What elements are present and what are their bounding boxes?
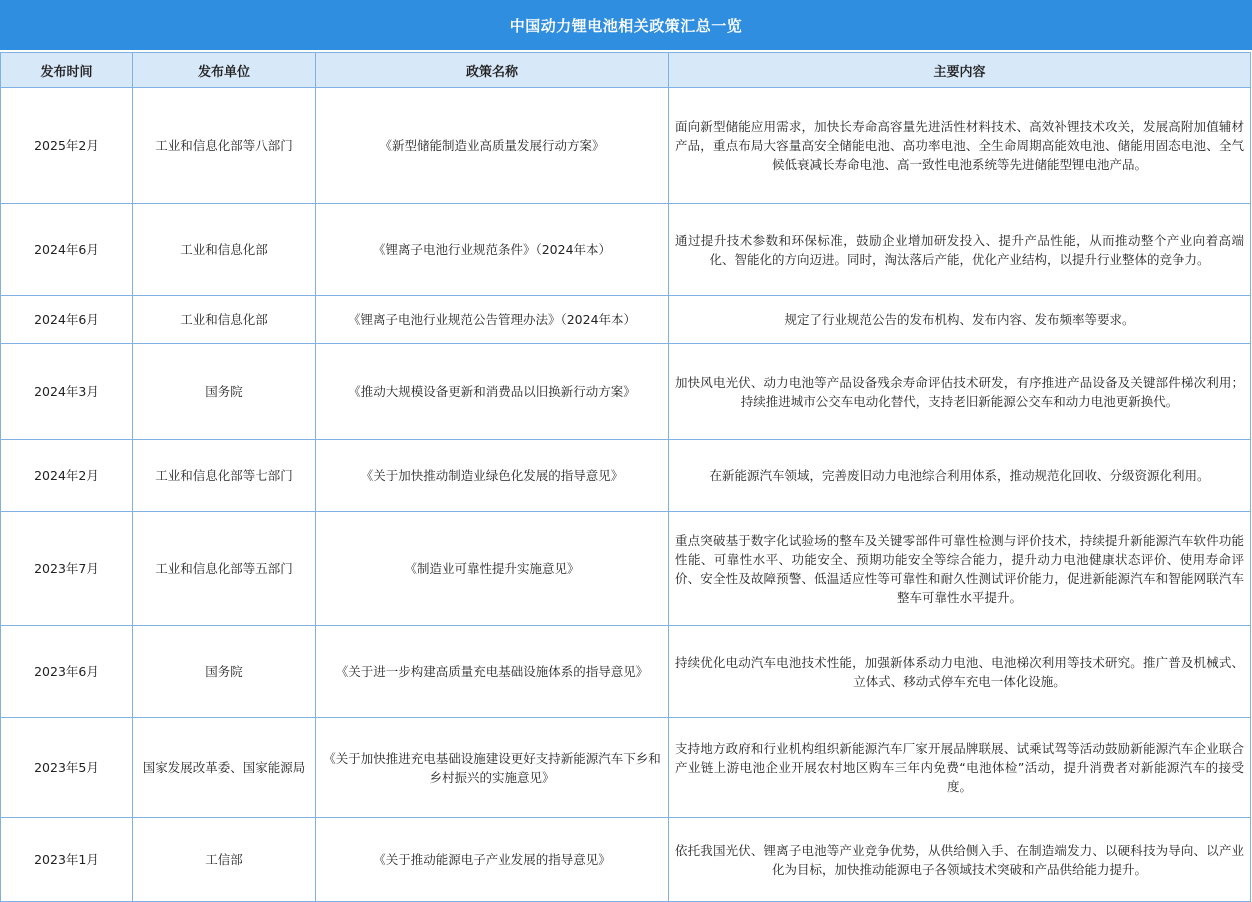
cell-policy: 《关于加快推动制造业绿色化发展的指导意见》 bbox=[316, 440, 669, 512]
header-date: 发布时间 bbox=[1, 53, 133, 88]
table-row bbox=[1, 88, 1251, 204]
cell-org: 工信部 bbox=[133, 818, 316, 902]
cell-date: 2024年2月 bbox=[1, 440, 133, 512]
cell-date: 2024年6月 bbox=[1, 204, 133, 296]
cell-date: 2024年6月 bbox=[1, 296, 133, 344]
cell-content: 重点突破基于数字化试验场的整车及关键零部件可靠性检测与评价技术，持续提升新能源汽车软件功能性能、可靠性水平、功能安全、预期功能安全等综合能力，提升动力电池健康状态评价、使用寿命评价、安全性及故障预警、低温适应性等可靠性和耐久性测试评价能力，促进新能源汽车和智能网联汽车整车可靠性水平提升。 bbox=[669, 512, 1251, 626]
cell-content: 在新能源汽车领域，完善废旧动力电池综合利用体系，推动规范化回收、分级资源化利用。 bbox=[669, 440, 1251, 512]
table-row bbox=[1, 204, 1251, 296]
cell-content: 规定了行业规范公告的发布机构、发布内容、发布频率等要求。 bbox=[669, 296, 1251, 344]
table-title: 中国动力锂电池相关政策汇总一览 bbox=[0, 0, 1252, 50]
cell-content: 支持地方政府和行业机构组织新能源汽车厂家开展品牌联展、试乘试驾等活动鼓励新能源汽车企业联合产业链上游电池企业开展农村地区购车三年内免费“电池体检”活动，提升消费者对新能源汽车的接受度。 bbox=[669, 718, 1251, 818]
table-row bbox=[1, 718, 1251, 818]
cell-date: 2023年6月 bbox=[1, 626, 133, 718]
table-row bbox=[1, 512, 1251, 626]
cell-policy: 《推动大规模设备更新和消费品以旧换新行动方案》 bbox=[316, 344, 669, 440]
cell-org: 工业和信息化部等七部门 bbox=[133, 440, 316, 512]
policy-table bbox=[0, 52, 1251, 902]
cell-policy: 《关于进一步构建高质量充电基础设施体系的指导意见》 bbox=[316, 626, 669, 718]
cell-policy: 《关于加快推进充电基础设施建设更好支持新能源汽车下乡和乡村振兴的实施意见》 bbox=[316, 718, 669, 818]
cell-date: 2023年5月 bbox=[1, 718, 133, 818]
cell-org: 国务院 bbox=[133, 626, 316, 718]
cell-org: 工业和信息化部等五部门 bbox=[133, 512, 316, 626]
cell-policy: 《制造业可靠性提升实施意见》 bbox=[316, 512, 669, 626]
cell-content: 依托我国光伏、锂离子电池等产业竞争优势，从供给侧入手、在制造端发力、以硬科技为导向、以产业化为目标，加快推动能源电子各领域技术突破和产品供给能力提升。 bbox=[669, 818, 1251, 902]
cell-org: 工业和信息化部等八部门 bbox=[133, 88, 316, 204]
table-row bbox=[1, 440, 1251, 512]
table-row bbox=[1, 344, 1251, 440]
cell-org: 国务院 bbox=[133, 344, 316, 440]
cell-content: 通过提升技术参数和环保标准，鼓励企业增加研发投入、提升产品性能，从而推动整个产业向着高端化、智能化的方向迈进。同时，淘汰落后产能，优化产业结构，以提升行业整体的竞争力。 bbox=[669, 204, 1251, 296]
header-org: 发布单位 bbox=[133, 53, 316, 88]
table-row bbox=[1, 818, 1251, 902]
cell-policy: 《锂离子电池行业规范公告管理办法》（2024年本） bbox=[316, 296, 669, 344]
table-row bbox=[1, 626, 1251, 718]
cell-policy: 《锂离子电池行业规范条件》（2024年本） bbox=[316, 204, 669, 296]
cell-date: 2024年3月 bbox=[1, 344, 133, 440]
cell-date: 2023年7月 bbox=[1, 512, 133, 626]
header-row bbox=[1, 53, 1251, 88]
header-content: 主要内容 bbox=[669, 53, 1251, 88]
cell-org: 国家发展改革委、国家能源局 bbox=[133, 718, 316, 818]
cell-content: 加快风电光伏、动力电池等产品设备残余寿命评估技术研发，有序推进产品设备及关键部件梯次利用；持续推进城市公交车电动化替代，支持老旧新能源公交车和动力电池更新换代。 bbox=[669, 344, 1251, 440]
cell-policy: 《关于推动能源电子产业发展的指导意见》 bbox=[316, 818, 669, 902]
cell-date: 2023年1月 bbox=[1, 818, 133, 902]
cell-date: 2025年2月 bbox=[1, 88, 133, 204]
cell-content: 面向新型储能应用需求，加快长寿命高容量先进活性材料技术、高效补锂技术攻关，发展高附加值辅材产品，重点布局大容量高安全储能电池、高功率电池、全生命周期高能效电池、储能用固态电池、全气候低衰减长寿命电池、高一致性电池系统等先进储能型锂电池产品。 bbox=[669, 88, 1251, 204]
cell-policy: 《新型储能制造业高质量发展行动方案》 bbox=[316, 88, 669, 204]
table-row bbox=[1, 296, 1251, 344]
cell-org: 工业和信息化部 bbox=[133, 204, 316, 296]
cell-content: 持续优化电动汽车电池技术性能，加强新体系动力电池、电池梯次利用等技术研究。推广普及机械式、立体式、移动式停车充电一体化设施。 bbox=[669, 626, 1251, 718]
header-policy: 政策名称 bbox=[316, 53, 669, 88]
cell-org: 工业和信息化部 bbox=[133, 296, 316, 344]
